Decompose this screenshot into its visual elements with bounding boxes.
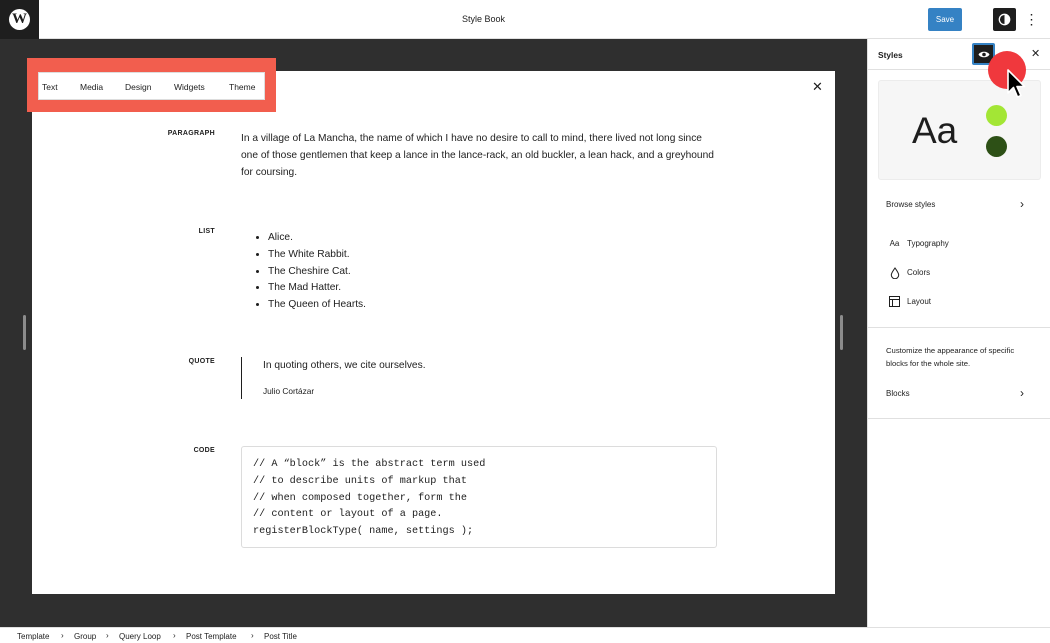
layout-label: Layout <box>907 297 932 306</box>
list-item: • The White Rabbit. <box>268 247 366 264</box>
breadcrumb-item[interactable]: Query Loop <box>119 632 161 641</box>
styles-toggle-button[interactable] <box>993 8 1016 31</box>
preview-color-dot <box>986 105 1007 126</box>
list-item: • The Cheshire Cat. <box>268 264 366 281</box>
breadcrumb-item[interactable]: Template <box>17 632 50 641</box>
sidebar-title: Styles <box>878 50 903 60</box>
tab-media[interactable]: Media <box>80 82 104 92</box>
tab-text[interactable]: Text <box>42 82 58 92</box>
close-sidebar-icon[interactable]: ✕ <box>1031 48 1041 60</box>
code-line: registerBlockType( name, settings ); <box>253 526 474 538</box>
styles-sidebar <box>867 39 1050 627</box>
paragraph-example[interactable]: In a village of La Mancha, the name of which I have no desire to call to mind, there lived not long since one of those gentlemen that keep a lance in the lance-rack, an old buckler, a lean hack, and a greyhound for coursing. <box>241 133 714 178</box>
droplet-icon <box>888 266 901 279</box>
tab-theme[interactable]: Theme <box>229 82 256 92</box>
list-item: • The Queen of Hearts. <box>268 297 366 314</box>
resize-handle-right[interactable] <box>840 315 843 350</box>
quote-citation: Julio Cortázar <box>263 386 315 396</box>
wordpress-icon: W <box>9 9 30 30</box>
colors-label: Colors <box>907 268 931 277</box>
save-button[interactable]: Save <box>928 8 962 31</box>
more-options-icon[interactable]: ⋮ <box>1024 11 1039 27</box>
half-circle-contrast-icon <box>998 13 1011 26</box>
divider <box>868 418 1050 419</box>
top-toolbar <box>0 0 1050 39</box>
typography-label: Typography <box>907 239 949 248</box>
code-line: // when composed together, form the <box>253 492 467 504</box>
style-book-tabs <box>38 72 265 100</box>
code-line: // A “block” is the abstract term used <box>253 459 486 470</box>
mouse-cursor-icon <box>1006 68 1028 102</box>
code-section-label: CODE <box>193 447 215 454</box>
breadcrumb-item[interactable]: Post Title <box>264 632 297 641</box>
blocks-description: Customize the appearance of specific blocks for the whole site. <box>886 346 1015 368</box>
preview-color-dot <box>986 136 1007 157</box>
breadcrumb-separator-icon: › <box>173 631 176 640</box>
breadcrumb <box>0 627 1050 643</box>
layout-icon <box>888 295 901 308</box>
breadcrumb-item[interactable]: Post Template <box>186 632 237 641</box>
code-example[interactable] <box>241 446 717 548</box>
paragraph-section-label: PARAGRAPH <box>167 130 215 137</box>
blocks-label: Blocks <box>886 389 910 398</box>
preview-typography-sample: Aa <box>912 110 958 151</box>
code-line: // to describe units of markup that <box>253 475 467 487</box>
chevron-right-icon: › <box>1020 197 1024 211</box>
code-line: // content or layout of a page. <box>253 509 443 521</box>
eye-icon <box>978 50 990 59</box>
typography-icon: Aa <box>889 239 900 248</box>
breadcrumb-separator-icon: › <box>106 631 109 640</box>
quote-example[interactable] <box>241 357 426 399</box>
style-book-panel <box>32 71 835 594</box>
breadcrumb-item[interactable]: Group <box>74 632 97 641</box>
list-item: • The Mad Hatter. <box>268 280 366 297</box>
breadcrumb-separator-icon: › <box>61 631 64 640</box>
document-title: Style Book <box>461 14 506 24</box>
quote-section-label: QUOTE <box>188 358 215 365</box>
divider <box>868 327 1050 328</box>
list-section-label: LIST <box>198 228 215 235</box>
tab-design[interactable]: Design <box>125 82 152 92</box>
resize-handle-left[interactable] <box>23 315 26 350</box>
list-example[interactable] <box>257 230 366 314</box>
chevron-right-icon: › <box>1020 386 1024 400</box>
breadcrumb-separator-icon: › <box>251 631 254 640</box>
quote-text: In quoting others, we cite ourselves. <box>263 360 426 371</box>
close-style-book-icon[interactable]: ✕ <box>812 79 823 94</box>
tab-widgets[interactable]: Widgets <box>174 82 205 92</box>
browse-styles-label: Browse styles <box>886 200 936 209</box>
editor-canvas <box>0 39 867 627</box>
list-item: • Alice. <box>268 230 366 247</box>
